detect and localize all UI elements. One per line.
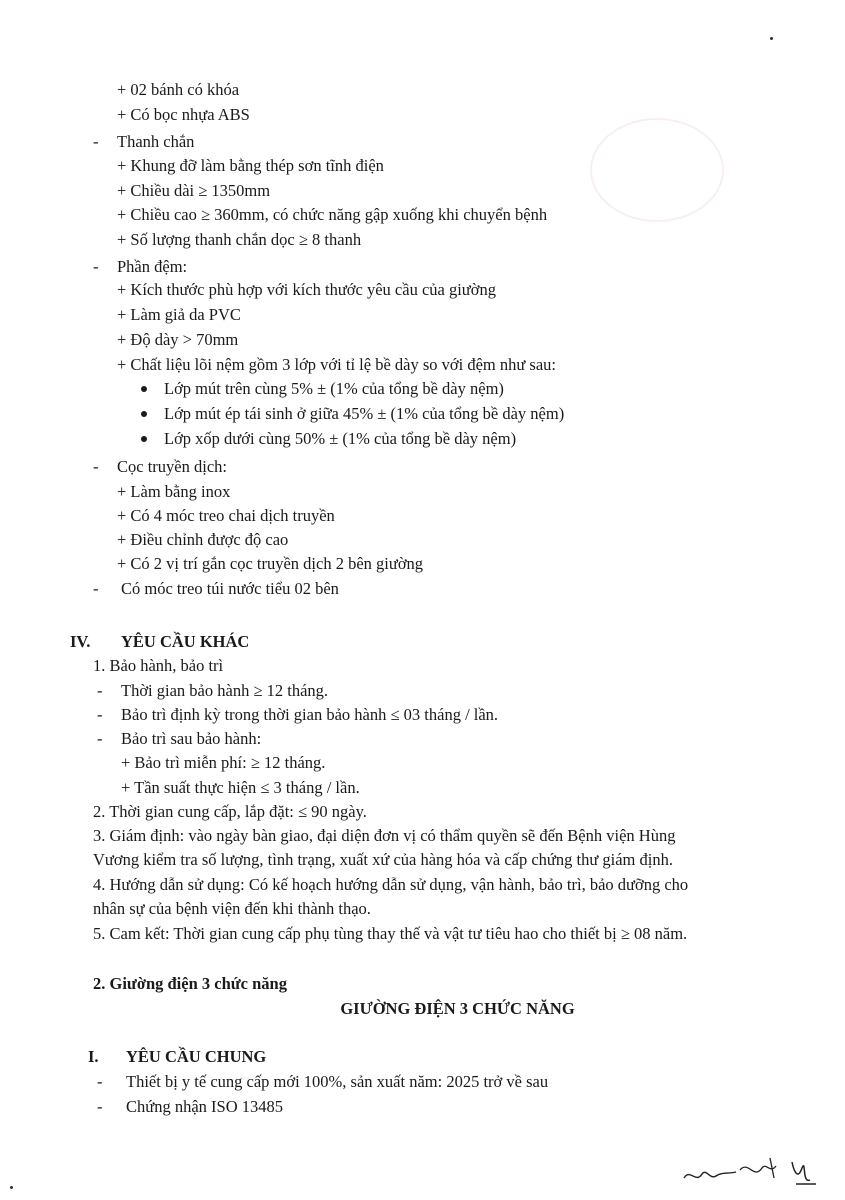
paragraph: 5. Cam kết: Thời gian cung cấp phụ tùng thay thế và vật tư tiêu hao cho thiết bị ≥ 08 năm. <box>93 924 688 943</box>
list-item: Bảo trì sau bảo hành: <box>121 729 262 748</box>
rail-title: Thanh chắn <box>117 132 195 151</box>
list-item: + Độ dày > 70mm <box>117 330 239 349</box>
list-item: + Kích thước phù hợp với kích thước yêu cầu của giường <box>117 280 496 299</box>
dash-marker: - <box>93 579 99 598</box>
list-item: Thời gian bảo hành ≥ 12 tháng. <box>121 681 329 700</box>
dash-marker: - <box>97 681 103 700</box>
faded-stamp-mark <box>590 118 724 222</box>
section-numeral: I. <box>88 1047 99 1066</box>
list-item: + Có 2 vị trí gắn cọc truyền dịch 2 bên giường <box>117 554 424 573</box>
list-item: Có móc treo túi nước tiểu 02 bên <box>121 579 339 598</box>
list-item: + Số lượng thanh chắn dọc ≥ 8 thanh <box>117 230 362 249</box>
iv-pole-title: Cọc truyền dịch: <box>117 457 227 476</box>
dash-marker: - <box>93 457 99 476</box>
dash-marker: - <box>97 705 103 724</box>
item-heading: 2. Giường điện 3 chức năng <box>93 974 287 993</box>
paragraph: nhân sự của bệnh viện đến khi thành thạo. <box>93 899 371 918</box>
dash-marker: - <box>97 729 103 748</box>
list-item: + Khung đỡ làm bằng thép sơn tĩnh điện <box>117 156 384 175</box>
section-title: YÊU CẦU CHUNG <box>126 1047 267 1066</box>
layer-item: Lớp mút ép tái sinh ở giữa 45% ± (1% của tổng bề dày nệm) <box>164 404 565 423</box>
bullet-icon <box>141 436 147 442</box>
list-item: + Làm giả da PVC <box>117 305 241 324</box>
section-numeral: IV. <box>70 632 91 651</box>
dash-marker: - <box>97 1072 103 1091</box>
scan-speck <box>770 37 773 40</box>
list-item: Bảo trì định kỳ trong thời gian bảo hành ≤ 03 tháng / lần. <box>121 705 499 724</box>
list-item: + Điều chỉnh được độ cao <box>117 530 289 549</box>
layer-item: Lớp xốp dưới cùng 50% ± (1% của tổng bề dày nệm) <box>164 429 517 448</box>
handwritten-signature <box>676 1150 826 1190</box>
list-item: + Chất liệu lõi nệm gồm 3 lớp với tỉ lệ bề dày so với đệm như sau: <box>117 355 556 374</box>
list-item: + Có 4 móc treo chai dịch truyền <box>117 506 335 525</box>
list-item: + Tần suất thực hiện ≤ 3 tháng / lần. <box>121 778 360 797</box>
paragraph: Vương kiểm tra số lượng, tình trạng, xuất xứ của hàng hóa và cấp chứng thư giám định. <box>93 850 673 869</box>
section-title: YÊU CẦU KHÁC <box>121 632 250 651</box>
list-item: + Chiều cao ≥ 360mm, có chức năng gập xuống khi chuyển bệnh <box>117 205 548 224</box>
list-item: + Bảo trì miễn phí: ≥ 12 tháng. <box>121 753 326 772</box>
scan-speck <box>10 1186 13 1189</box>
dash-marker: - <box>93 132 99 151</box>
list-item: + Chiều dài ≥ 1350mm <box>117 181 271 200</box>
layer-item: Lớp mút trên cùng 5% ± (1% của tổng bề dày nệm) <box>164 379 504 398</box>
bullet-icon <box>141 411 147 417</box>
list-item: Thiết bị y tế cung cấp mới 100%, sản xuất năm: 2025 trở về sau <box>126 1072 549 1091</box>
paragraph: 4. Hướng dẫn sử dụng: Có kế hoạch hướng dẫn sử dụng, vận hành, bảo trì, bảo dưỡng cho <box>93 875 689 894</box>
dash-marker: - <box>97 1097 103 1116</box>
dash-marker: - <box>93 257 99 276</box>
list-item: + 02 bánh có khóa <box>117 80 240 99</box>
paragraph: 3. Giám định: vào ngày bàn giao, đại diện đơn vị có thẩm quyền sẽ đến Bệnh viện Hùng <box>93 826 676 845</box>
document-title: GIƯỜNG ĐIỆN 3 CHỨC NĂNG <box>340 999 575 1018</box>
list-item: + Có bọc nhựa ABS <box>117 105 250 124</box>
paragraph: 2. Thời gian cung cấp, lắp đặt: ≤ 90 ngày. <box>93 802 367 821</box>
mattress-title: Phần đệm: <box>117 257 188 276</box>
list-item: + Làm bằng inox <box>117 482 231 501</box>
list-item: Chứng nhận ISO 13485 <box>126 1097 283 1116</box>
subsection-title: 1. Bảo hành, bảo trì <box>93 656 224 675</box>
bullet-icon <box>141 386 147 392</box>
